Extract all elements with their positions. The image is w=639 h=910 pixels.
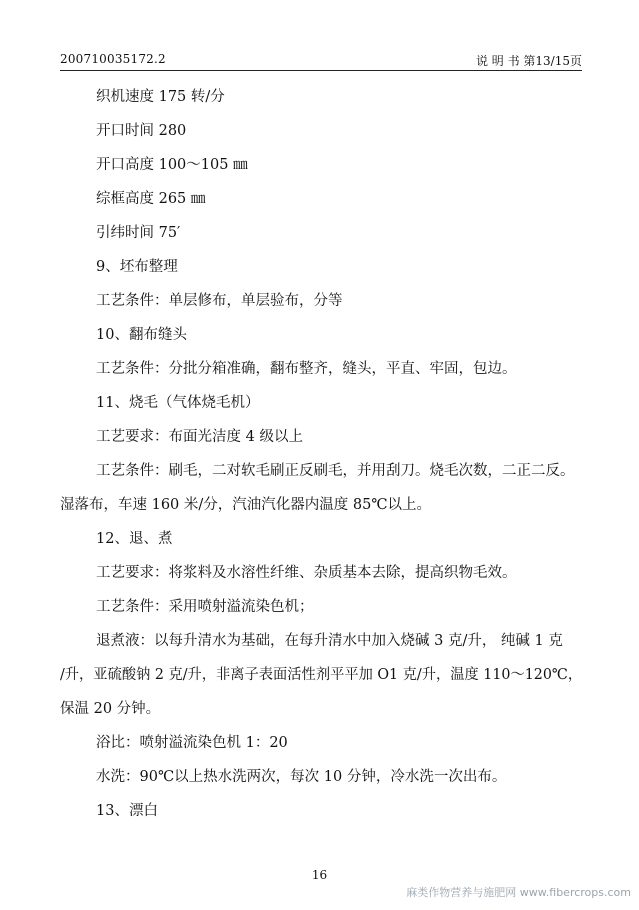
- section-heading: 13、漂白: [96, 803, 158, 819]
- page-number: 16: [311, 868, 328, 882]
- body-line: 工艺要求：布面光洁度 4 级以上: [96, 429, 303, 445]
- patent-number: 200710035172.2: [60, 52, 166, 66]
- body-line: /升，亚硫酸钠 2 克/升，非离子表面活性剂平平加 O1 克/升，温度 110～120℃，: [60, 667, 583, 683]
- header-rule: [60, 70, 582, 71]
- section-heading: 12、退、煮: [96, 531, 173, 547]
- body-line: 保温 20 分钟。: [60, 701, 161, 717]
- body-line: 织机速度 175 转/分: [96, 89, 225, 105]
- body-line: 工艺条件：采用喷射溢流染色机；: [96, 599, 314, 615]
- body-line: 引纬时间 75′: [96, 225, 181, 241]
- section-heading: 10、翻布缝头: [96, 327, 187, 343]
- site-watermark: 麻类作物营养与施肥网 www.fibercrops.com: [406, 886, 631, 899]
- body-line: 工艺条件：分批分箱准确，翻布整齐，缝头，平直、牢固，包边。: [96, 361, 517, 377]
- body-line: 综框高度 265 ㎜: [96, 191, 206, 207]
- section-heading: 11、烧毛（气体烧毛机）: [96, 395, 260, 411]
- body-line: 水洗：90℃以上热水洗两次，每次 10 分钟，冷水洗一次出布。: [96, 769, 507, 785]
- body-line: 退煮液：以每升清水为基础，在每升清水中加入烧碱 3 克/升， 纯碱 1 克: [96, 633, 563, 649]
- body-line: 工艺条件：刷毛，二对软毛刷正反刷毛，并用刮刀。烧毛次数，二正二反。: [96, 463, 575, 479]
- page-of: 第13/15页: [523, 54, 582, 68]
- section-heading: 9、坯布整理: [96, 259, 178, 275]
- page-header: [60, 48, 582, 70]
- doc-type: 说 明 书: [475, 54, 520, 68]
- body-line: 开口高度 100～105 ㎜: [96, 157, 248, 173]
- body-line: 湿落布，车速 160 米/分，汽油汽化器内温度 85℃以上。: [60, 497, 432, 513]
- page-info: [476, 52, 582, 69]
- body-line: 工艺条件：单层修布，单层验布，分等: [96, 293, 343, 309]
- body-line: 工艺要求：将浆料及水溶性纤维、杂质基本去除，提高织物毛效。: [96, 565, 517, 581]
- body-line: 浴比：喷射溢流染色机 1：20: [96, 735, 288, 751]
- body-line: 开口时间 280: [96, 123, 187, 139]
